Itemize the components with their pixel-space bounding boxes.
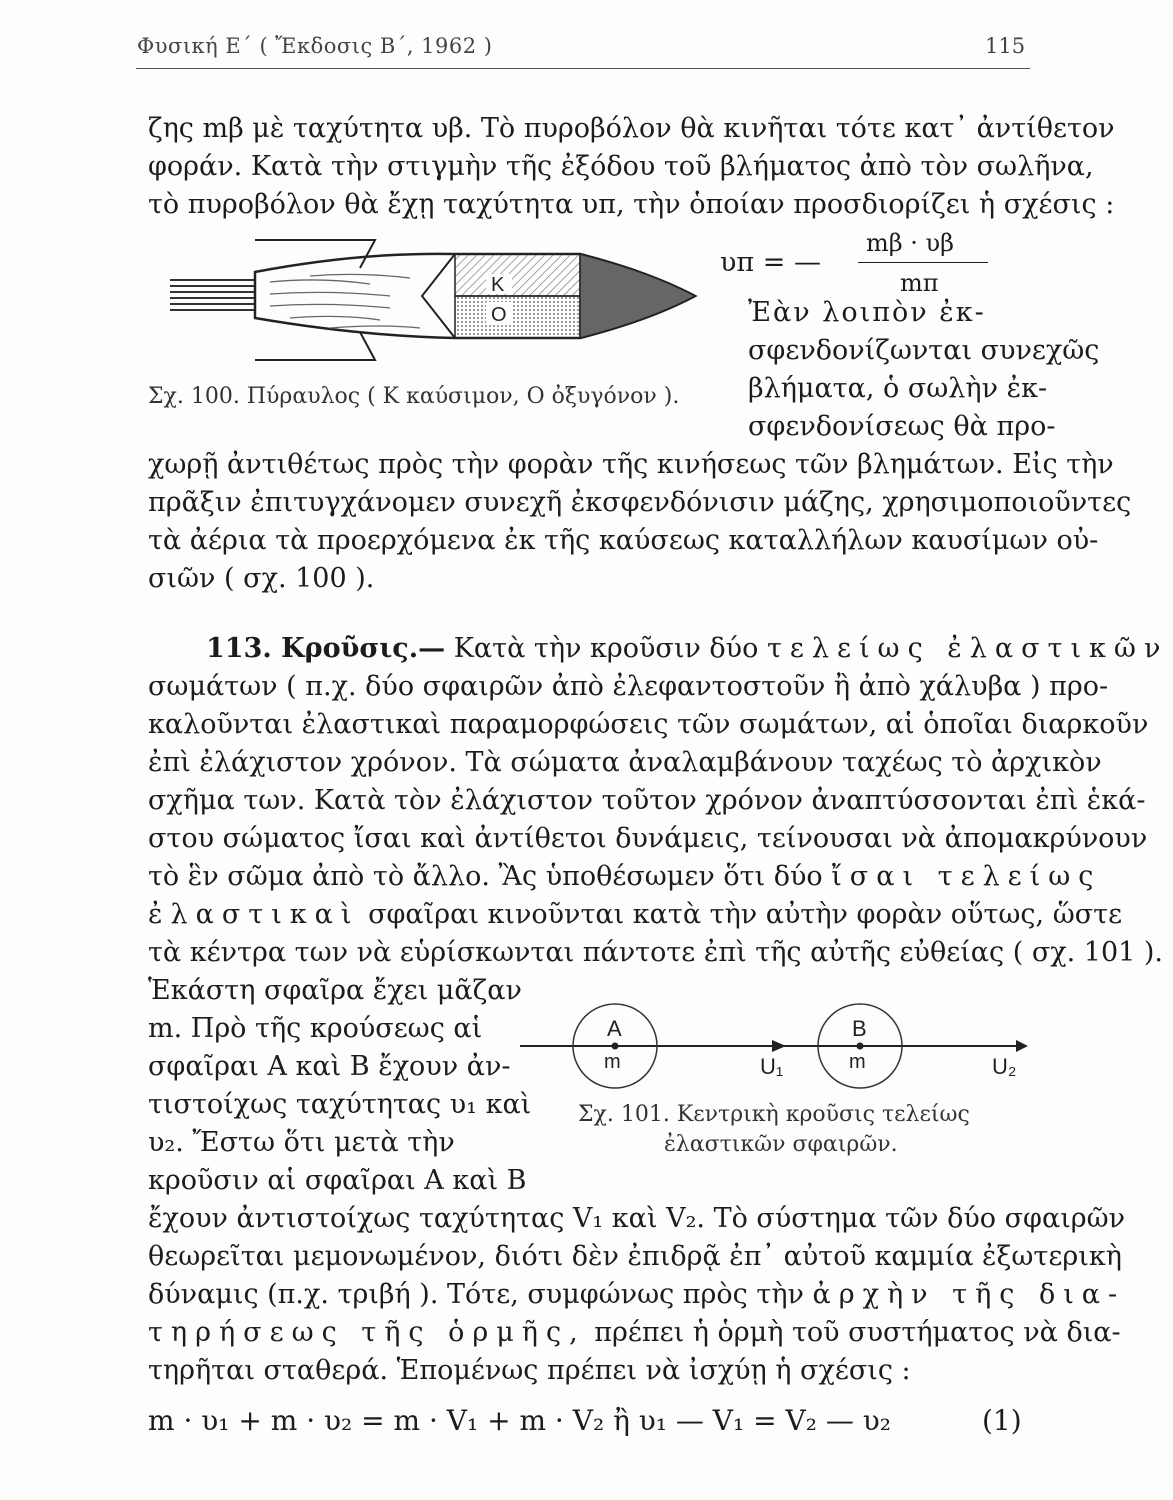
text-span: σφαῖραι κινοῦνται κατὰ τὴν αὐτὴν φορὰν οὕτως, ὥστε [359,899,1123,930]
text-line: κροῦσιν αἱ σφαῖραι Α καὶ Β [148,1165,527,1196]
running-header: Φυσική Ε΄ ( Ἔκδοσις Β΄, 1962 ) [137,34,493,58]
text-line: Ἑκάστη σφαῖρα ἔχει μᾶζαν [148,975,522,1006]
text-span: Κατὰ τὴν κροῦσιν δύο [445,633,767,664]
text-line-with-emphasis [148,898,1122,932]
text-line: σφενδονίζωνται συνεχῶς [748,335,1100,366]
text-line: σωμάτων ( π.χ. δύο σφαιρῶν ἀπὸ ἐλεφαντοστοῦν ἢ ἀπὸ χάλυβα ) προ- [148,671,1109,702]
text-line-with-emphasis [148,860,1101,894]
formula-numerator: mβ · υβ [866,229,954,257]
sphere-a-label: A [607,1016,622,1041]
spaced-emphasis: ἴσαι τελείως [831,861,1102,892]
label-k: K [491,274,505,296]
sphere-a-mass: m [604,1051,621,1073]
text-line: καλοῦνται ἐλαστικαὶ παραμορφώσεις τῶν σωμάτων, αἱ ὁποῖαι διαρκοῦν [148,709,1149,740]
collision-figure [520,992,1030,1092]
formula-denominator: mπ [900,269,939,297]
text-line: τὰ ἀέρια τὰ προερχόμενα ἐκ τῆς καύσεως καταλλήλων καυσίμων οὐ- [148,525,1099,556]
rocket-figure [160,232,700,372]
text-line: σιῶν ( σχ. 100 ). [148,563,375,594]
figure-101-caption-2: ἐλαστικῶν σφαιρῶν. [664,1132,898,1157]
text-line: ἔχουν ἀντιστοίχως ταχύτητας V₁ καὶ V₂. Τὸ σύστημα τῶν δύο σφαιρῶν [148,1203,1126,1234]
text-line: χωρῇ ἀντιθέτως πρὸς τὴν φορὰν τῆς κινήσεως τῶν βλημάτων. Εἰς τὴν [148,449,1114,480]
text-line: m. Πρὸ τῆς κρούσεως αἱ [148,1013,483,1044]
velocity-u1-label: U₁ [760,1054,784,1079]
text-line: σφενδονίσεως θὰ προ- [748,411,1056,442]
spaced-emphasis: ἀρχὴν τῆς δια- [812,1279,1126,1310]
text-span: δύναμις (π.χ. τριβή ). Τότε, συμφώνως πρὸς τὴν [148,1279,813,1310]
label-o: O [491,304,507,326]
text-line: τὸ πυροβόλον θὰ ἔχῃ ταχύτητα υπ, τὴν ὁποίαν προσδιορίζει ἡ σχέσις : [148,189,1115,220]
text-line: θεωρεῖται μεμονωμένον, διότι δὲν ἐπιδρᾷ ἐπ᾽ αὐτοῦ καμμία ἐξωτερικὴ [148,1241,1122,1272]
text-line: ζης mβ μὲ ταχύτητα υβ. Τὸ πυροβόλον θὰ κινῆται τότε κατ᾽ ἀντίθετον [148,113,1115,144]
equation-number: (1) [982,1404,1022,1437]
text-line-with-emphasis [148,1278,1125,1312]
arrow-v2 [1016,1040,1028,1052]
text-line: ἐπὶ ἐλάχιστον χρόνον. Τὰ σώματα ἀναλαμβάνουν ταχέως τὸ ἀρχικὸν [148,747,1102,778]
text-line: τιστοίχως ταχύτητας υ₁ καὶ [148,1089,532,1120]
spaced-emphasis: τελείως ἐλαστικῶν [766,633,1169,664]
text-span: πρέπει ἡ ὁρμὴ τοῦ συστήματος νὰ δια- [585,1317,1121,1348]
header-rule [136,68,1030,69]
text-line: στου σώματος ἴσαι καὶ ἀντίθετοι δυνάμεις, τείνουσαι νὰ ἀπομακρύνουν [148,823,1148,854]
text-line: τὰ κέντρα των νὰ εὑρίσκωνται πάντοτε ἐπὶ τῆς αὐτῆς εὐθείας ( σχ. 101 ). [148,937,1164,968]
figure-101-caption: Σχ. 101. Κεντρικὴ κροῦσις τελείως [578,1102,970,1127]
sphere-b-mass: m [849,1051,866,1073]
text-line: σφαῖραι Α καὶ Β ἔχουν ἀν- [148,1051,511,1082]
page-number: 115 [985,34,1026,58]
velocity-u2-label: U₂ [992,1054,1017,1079]
text-line: βλήματα, ὁ σωλὴν ἐκ- [748,373,1048,404]
arrow-v1 [772,1040,786,1052]
text-line: τηρῆται σταθερά. Ἑπομένως πρέπει νὰ ἰσχύῃ ἡ σχέσις : [148,1355,911,1386]
section-heading: 113. Κροῦσις.— [206,633,446,664]
formula-lhs: υπ = — [720,247,821,278]
momentum-equation: m · υ₁ + m · υ₂ = m · V₁ + m · V₂ ἢ υ₁ — V₁ = V₂ — υ₂ [148,1404,891,1437]
spaced-emphasis: τηρήσεως τῆς ὁρμῆς, [148,1317,586,1348]
text-line-with-emphasis [148,1316,1121,1350]
figure-100-caption: Σχ. 100. Πύραυλος ( Κ καύσιμον, Ο ὀξυγόνον ). [148,384,680,409]
text-line: υ₂. Ἔστω ὅτι μετὰ τὴν [148,1127,455,1158]
text-line: φοράν. Κατὰ τὴν στιγμὴν τῆς ἐξόδου τοῦ βλήματος ἀπὸ τὸν σωλῆνα, [148,151,1094,182]
sphere-b-label: B [852,1016,867,1041]
text-span: τὸ ἓν σῶμα ἀπὸ τὸ ἄλλο. Ἂς ὑποθέσωμεν ὅτι δύο [148,861,823,892]
spaced-emphasis: ἐλαστικαὶ [148,899,360,930]
section-first-line [206,632,1168,666]
text-line: σχῆμα των. Κατὰ τὸν ἐλάχιστον τοῦτον χρόνον ἀναπτύσσονται ἐπὶ ἑκά- [148,785,1146,816]
fraction-bar [858,262,988,263]
text-line: Ἐὰν λοιπὸν ἐκ- [748,297,986,328]
text-line: πρᾶξιν ἐπιτυγχάνομεν συνεχῆ ἐκσφενδόνισιν μάζης, χρησιμοποιοῦντες [148,487,1132,518]
